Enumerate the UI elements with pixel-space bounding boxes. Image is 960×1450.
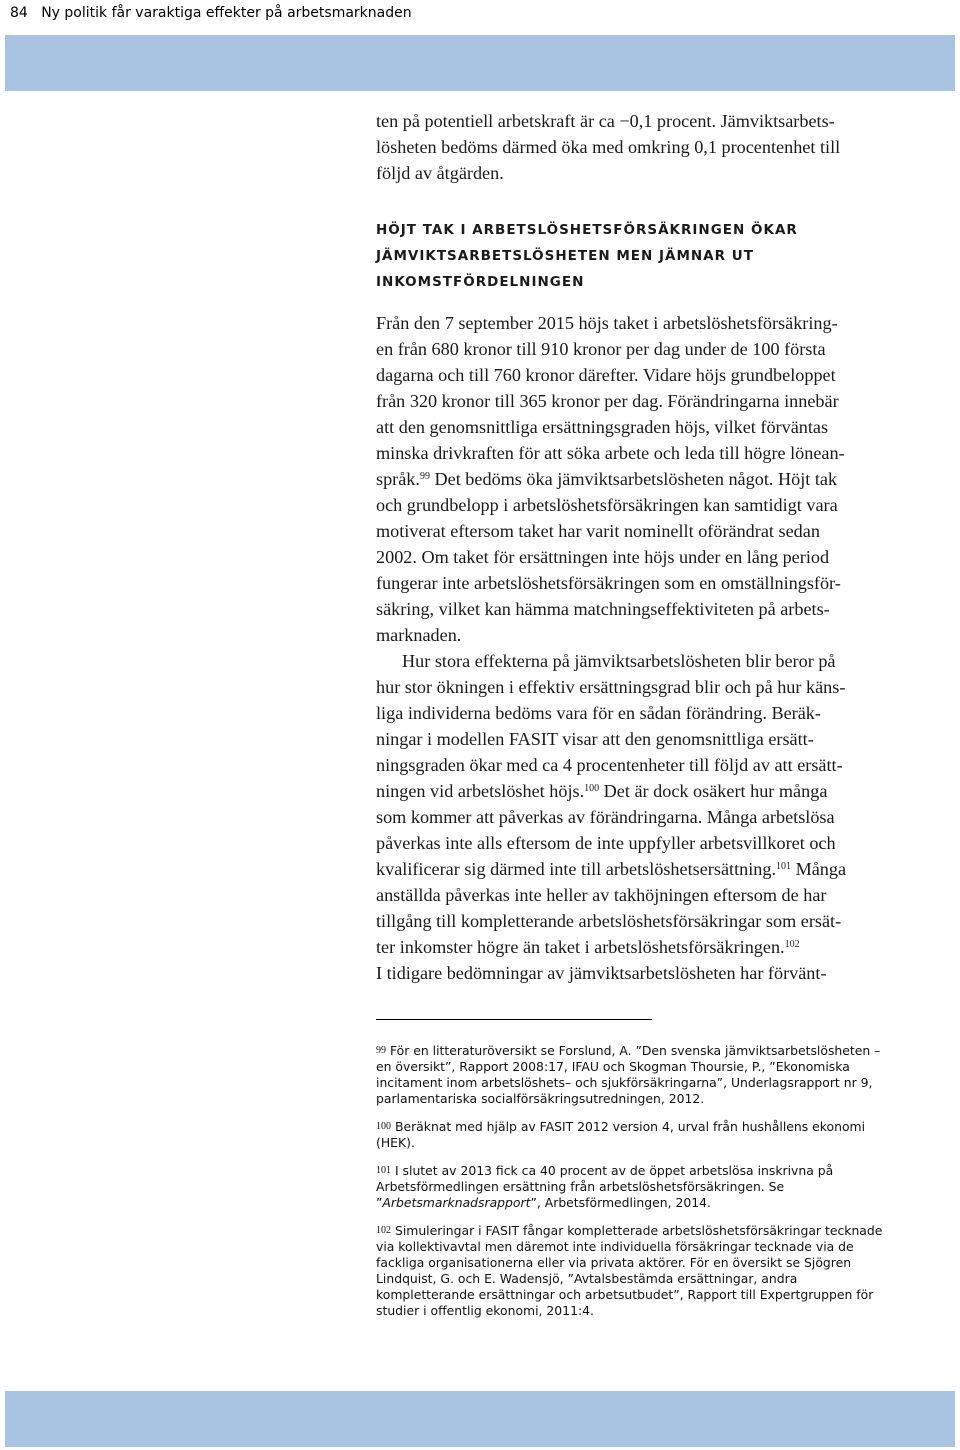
footnote-101 xyxy=(376,1163,906,1211)
para2-line: liga individerna bedöms vara för en sådan förändring. Beräk- xyxy=(376,703,821,723)
footnote-text: Simuleringar i FASIT fångar kompletterade arbetslöshetsförsäkringar tecknade xyxy=(394,1223,883,1238)
para2-line: påverkas inte alls eftersom de inte uppfyller arbetsvillkoret och xyxy=(376,833,836,853)
footnote-99 xyxy=(376,1043,906,1107)
footnote-text: parlamentariska socialförsäkringsutredningen, 2012. xyxy=(376,1091,705,1106)
footnotes xyxy=(376,1043,906,1331)
footnote-line xyxy=(376,1287,906,1303)
para1-line xyxy=(376,466,900,492)
footnote-text: studier i offentlig ekonomi, 2011:4. xyxy=(376,1303,594,1318)
text-segment: Många xyxy=(791,859,847,879)
footnote-text: ” xyxy=(376,1195,383,1210)
text-segment: Det bedöms öka jämviktsarbetslösheten något. Höjt tak xyxy=(429,469,838,489)
footnote-reference: 99 xyxy=(419,471,430,482)
para1-line: minska drivkraften för att söka arbete och leda till högre lönean- xyxy=(376,443,845,463)
footnote-102 xyxy=(376,1223,906,1319)
para2-line: anställda påverkas inte heller av takhöjningen eftersom de har xyxy=(376,885,827,905)
footnote-100 xyxy=(376,1119,906,1151)
top-color-band xyxy=(5,35,955,91)
heading-line: INKOMSTFÖRDELNINGEN xyxy=(376,274,585,290)
main-text xyxy=(376,108,900,986)
page-number: 84 xyxy=(10,5,28,21)
para1-line: marknaden. xyxy=(376,625,462,645)
para1-line: från 320 kronor till 365 kronor per dag. Förändringarna innebär xyxy=(376,391,839,411)
footnote-line xyxy=(376,1075,906,1091)
footnote-line xyxy=(376,1255,906,1271)
footnote-text: kompletterande ersättningar och arbetsutbudet”, Rapport till Expertgruppen för xyxy=(376,1287,874,1302)
para1-line: och grundbelopp i arbetslöshetsförsäkringen kan samtidigt vara xyxy=(376,495,838,515)
footnote-separator xyxy=(376,1019,652,1020)
para2-line: Hur stora effekterna på jämviktsarbetslösheten blir beror på xyxy=(402,651,836,671)
footnote-text: ”, Arbetsförmedlingen, 2014. xyxy=(530,1195,711,1210)
footnote-italic-title: Arbetsmarknadsrapport xyxy=(382,1195,531,1210)
footnote-line xyxy=(376,1303,906,1319)
footnote-line xyxy=(376,1135,906,1151)
para2-line: I tidigare bedömningar av jämviktsarbetslösheten har förvänt- xyxy=(376,963,827,983)
section-heading xyxy=(376,217,900,295)
para2-line xyxy=(376,856,900,882)
running-title: Ny politik får varaktiga effekter på arbetsmarknaden xyxy=(41,5,412,21)
para1-line: dagarna och till 760 kronor därefter. Vidare höjs grundbeloppet xyxy=(376,365,836,385)
footnote-reference: 100 xyxy=(584,783,600,794)
footnote-text: incitament inom arbetslöshets– och sjukförsäkringarna”, Underlagsrapport nr 9, xyxy=(376,1075,873,1090)
para1-line: 2002. Om taket för ersättningen inte höjs under en lång period xyxy=(376,547,830,567)
footnote-line xyxy=(376,1239,906,1255)
heading-line: HÖJT TAK I ARBETSLÖSHETSFÖRSÄKRINGEN ÖKAR xyxy=(376,222,798,238)
para2-line: ningsgraden ökar med ca 4 procentenheter till följd av att ersätt- xyxy=(376,755,843,775)
footnote-line xyxy=(376,1163,906,1179)
footnote-line xyxy=(376,1091,906,1107)
footnote-line xyxy=(376,1179,906,1195)
para1-line: en från 680 kronor till 910 kronor per dag under de 100 första xyxy=(376,339,826,359)
footnote-text: via kollektivavtal men däremot inte individuella försäkringar tecknade via de xyxy=(376,1239,854,1254)
para1-line: fungerar inte arbetslöshetsförsäkringen som en omställningsför- xyxy=(376,573,841,593)
footnote-text: Lindquist, G. och E. Wadensjö, ”Avtalsbestämda ersättningar, andra xyxy=(376,1271,798,1286)
intro-line: ten på potentiell arbetskraft är ca −0,1 procent. Jämviktsarbets- xyxy=(376,111,835,131)
running-header xyxy=(10,0,412,26)
footnote-line xyxy=(376,1195,906,1211)
footnote-number: 99 xyxy=(376,1045,386,1056)
para2-line: som kommer att påverkas av förändringarna. Många arbetslösa xyxy=(376,807,835,827)
body-paragraph-1 xyxy=(376,310,900,648)
footnote-line xyxy=(376,1119,906,1135)
footnote-number: 101 xyxy=(376,1165,391,1176)
footnote-text: Arbetsförmedlingen ersättning från arbetslöshetsförsäkringen. Se xyxy=(376,1179,785,1194)
footnote-number: 100 xyxy=(376,1121,391,1132)
footnote-reference: 101 xyxy=(776,861,792,872)
intro-line: lösheten bedöms därmed öka med omkring 0,1 procentenhet till xyxy=(376,137,841,157)
body-paragraph-2 xyxy=(376,648,900,986)
footnote-text: För en litteraturöversikt se Forslund, A. ”Den svenska jämviktsarbetslösheten – xyxy=(389,1043,881,1058)
footnote-text: en översikt”, Rapport 2008:17, IFAU och Skogman Thoursie, P., ”Ekonomiska xyxy=(376,1059,850,1074)
para1-line: att den genomsnittliga ersättningsgraden höjs, vilket förväntas xyxy=(376,417,829,437)
footnote-text: I slutet av 2013 fick ca 40 procent av de öppet arbetslösa inskrivna på xyxy=(394,1163,834,1178)
footnote-number: 102 xyxy=(376,1225,391,1236)
footnote-line xyxy=(376,1059,906,1075)
text-segment: Det är dock osäkert hur många xyxy=(599,781,828,801)
text-segment: språk. xyxy=(376,469,420,489)
footnote-reference: 102 xyxy=(784,939,800,950)
para2-line xyxy=(376,934,900,960)
para2-line: ningar i modellen FASIT visar att den genomsnittliga ersätt- xyxy=(376,729,814,749)
footnote-line xyxy=(376,1271,906,1287)
heading-line: JÄMVIKTSARBETSLÖSHETEN MEN JÄMNAR UT xyxy=(376,248,754,264)
footnote-text: Beräknat med hjälp av FASIT 2012 version 4, urval från hushållens ekonomi xyxy=(394,1119,866,1134)
bottom-color-band xyxy=(5,1391,955,1447)
para2-line xyxy=(376,778,900,804)
text-segment: ter inkomster högre än taket i arbetslöshetsförsäkringen. xyxy=(376,937,785,957)
intro-paragraph xyxy=(376,108,900,186)
para1-line: motiverat eftersom taket har varit nominellt oförändrat sedan xyxy=(376,521,820,541)
footnote-text: (HEK). xyxy=(376,1135,415,1150)
text-segment: kvalificerar sig därmed inte till arbetslöshetsersättning. xyxy=(376,859,777,879)
para1-line: Från den 7 september 2015 höjs taket i arbetslöshetsförsäkring- xyxy=(376,313,838,333)
footnote-text: fackliga organisationerna eller via privata aktörer. För en översikt se Sjögren xyxy=(376,1255,852,1270)
para2-line: hur stor ökningen i effektiv ersättningsgrad blir och på hur käns- xyxy=(376,677,846,697)
para2-line: tillgång till kompletterande arbetslöshetsförsäkringar som ersät- xyxy=(376,911,842,931)
footnote-line xyxy=(376,1223,906,1239)
intro-line: följd av åtgärden. xyxy=(376,163,504,183)
footnote-line xyxy=(376,1043,906,1059)
text-segment: ningen vid arbetslöshet höjs. xyxy=(376,781,585,801)
para1-line: säkring, vilket kan hämma matchningseffektiviteten på arbets- xyxy=(376,599,830,619)
